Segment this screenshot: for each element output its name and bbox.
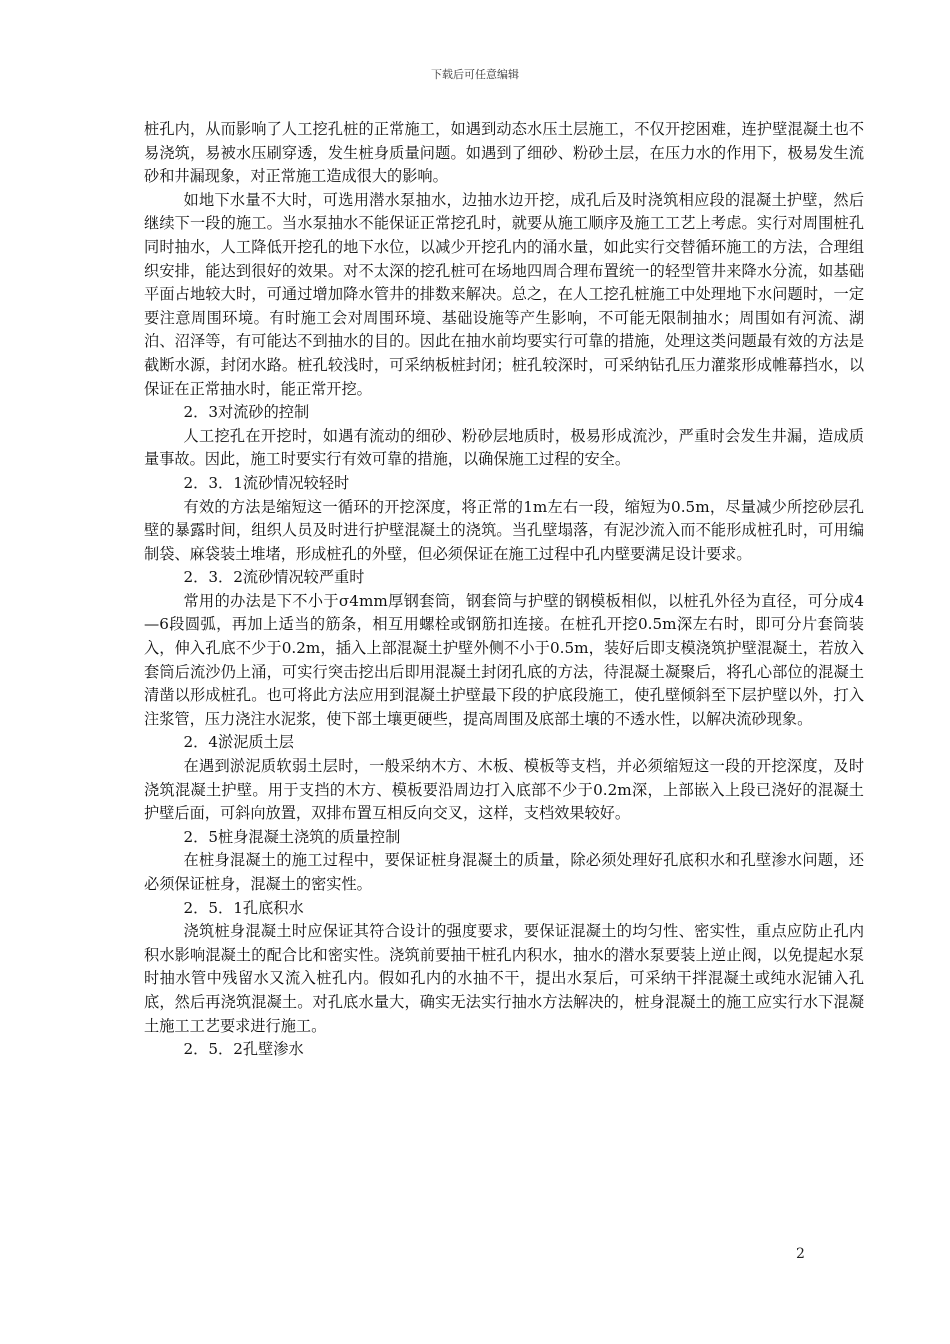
section-heading: 2．5桩身混凝土浇筑的质量控制 <box>183 827 401 846</box>
paragraph: 桩孔内，从而影响了人工挖孔桩的正常施工，如遇到动态水压土层施工，不仅开挖困难，连护壁混凝土也不易浇筑，易被水压刷穿透，发生桩身质量问题。如遇到了细砂、粉砂土层，在压力水的作用下，极易发生流砂和井漏现象，对正常施工造成很大的影响。 <box>144 120 864 186</box>
paragraph: 人工挖孔在开挖时，如遇有流动的细砂、粉砂层地质时，极易形成流沙，严重时会发生井漏，造成质量事故。因此，施工时要实行有效可靠的措施，以确保施工过程的安全。 <box>144 426 864 469</box>
section-heading: 2．5．1孔底积水 <box>183 898 304 917</box>
paragraph: 有效的方法是缩短这一循环的开挖深度，将正常的1m左右一段，缩短为0.5m，尽量减少所挖砂层孔壁的暴露时间，组织人员及时进行护壁混凝土的浇筑。当孔壁塌落，有泥沙流入而不能形成桩孔时，可用编制袋、麻袋装土堆堵，形成桩孔的外壁，但必须保证在施工过程中孔内壁要满足设计要求。 <box>144 497 864 563</box>
page-number: 2 <box>796 1246 805 1262</box>
page-header: 下载后可任意编辑 <box>431 68 519 81</box>
document-body <box>144 118 864 1062</box>
paragraph: 如地下水量不大时，可选用潜水泵抽水，边抽水边开挖，成孔后及时浇筑相应段的混凝土护壁，然后继续下一段的施工。当水泵抽水不能保证正常挖孔时，就要从施工顺序及施工工艺上考虑。实行对周围桩孔同时抽水，人工降低开挖孔的地下水位，以减少开挖孔内的涌水量，如此实行交替循环施工的方法，合理组织安排，能达到很好的效果。对不太深的挖孔桩可在场地四周合理布置统一的轻型管井来降水分流，如基础平面占地较大时，可通过增加降水管井的排数来解决。总之，在人工挖孔桩施工中处理地下水问题时，一定要注意周围环境。有时施工会对周围环境、基础设施等产生影响，不可能无限制抽水；周围如有河流、湖泊、沼泽等，有可能达不到抽水的目的。因此在抽水前均要实行可靠的措施，处理这类问题最有效的方法是截断水源，封闭水路。桩孔较浅时，可采纳板桩封闭；桩孔较深时，可采纳钻孔压力灌浆形成帷幕挡水，以保证在正常抽水时，能正常开挖。 <box>144 190 864 398</box>
section-heading: 2．3对流砂的控制 <box>183 403 310 422</box>
section-heading: 2．4淤泥质土层 <box>183 733 294 752</box>
section-heading: 2．3．2流砂情况较严重时 <box>183 568 365 587</box>
section-heading: 2．5．2孔壁渗水 <box>183 1040 304 1059</box>
paragraph: 浇筑桩身混凝土时应保证其符合设计的强度要求，要保证混凝土的均匀性、密实性，重点应防止孔内积水影响混凝土的配合比和密实性。浇筑前要抽干桩孔内积水，抽水的潜水泵要装上逆止阀，以免提起水泵时抽水管中残留水又流入桩孔内。假如孔内的水抽不干，提出水泵后，可采纳干拌混凝土或纯水泥铺入孔底，然后再浇筑混凝土。对孔底水量大，确实无法实行抽水方法解决的，桩身混凝土的施工应实行水下混凝土施工工艺要求进行施工。 <box>144 922 864 1035</box>
paragraph: 在桩身混凝土的施工过程中，要保证桩身混凝土的质量，除必须处理好孔底积水和孔壁渗水问题，还必须保证桩身，混凝土的密实性。 <box>144 851 864 893</box>
paragraph: 在遇到淤泥质软弱土层时，一般采纳木方、木板、模板等支档，并必须缩短这一段的开挖深度，及时浇筑混凝土护壁。用于支挡的木方、模板要沿周边打入底部不少于0.2m深，上部嵌入上段已浇好的混凝土护壁后面，可斜向放置，双排布置互相反向交叉，这样，支档效果较好。 <box>144 757 864 823</box>
paragraph: 常用的办法是下不小于σ4mm厚钢套筒，钢套筒与护壁的钢模板相似，以桩孔外径为直径，可分成4—6段圆弧，再加上适当的筋条，相互用螺栓或钢筋扣连接。在桩孔开挖0.5m深左右时，即可分片套筒装入，伸入孔底不少于0.2m，插入上部混凝土护壁外侧不小于0.5m，装好后即支模浇筑护壁混凝土，若放入套筒后流沙仍上涌，可实行突击挖出后即用混凝土封闭孔底的方法，待混凝土凝聚后，将孔心部位的混凝土清凿以形成桩孔。也可将此方法应用到混凝土护壁最下段的护底段施工，使孔壁倾斜至下层护壁以外，打入注浆管，压力浇注水泥浆，使下部土壤更硬些，提高周围及底部土壤的不透水性，以解决流砂现象。 <box>144 591 864 728</box>
section-heading: 2．3．1流砂情况较轻时 <box>183 473 350 492</box>
